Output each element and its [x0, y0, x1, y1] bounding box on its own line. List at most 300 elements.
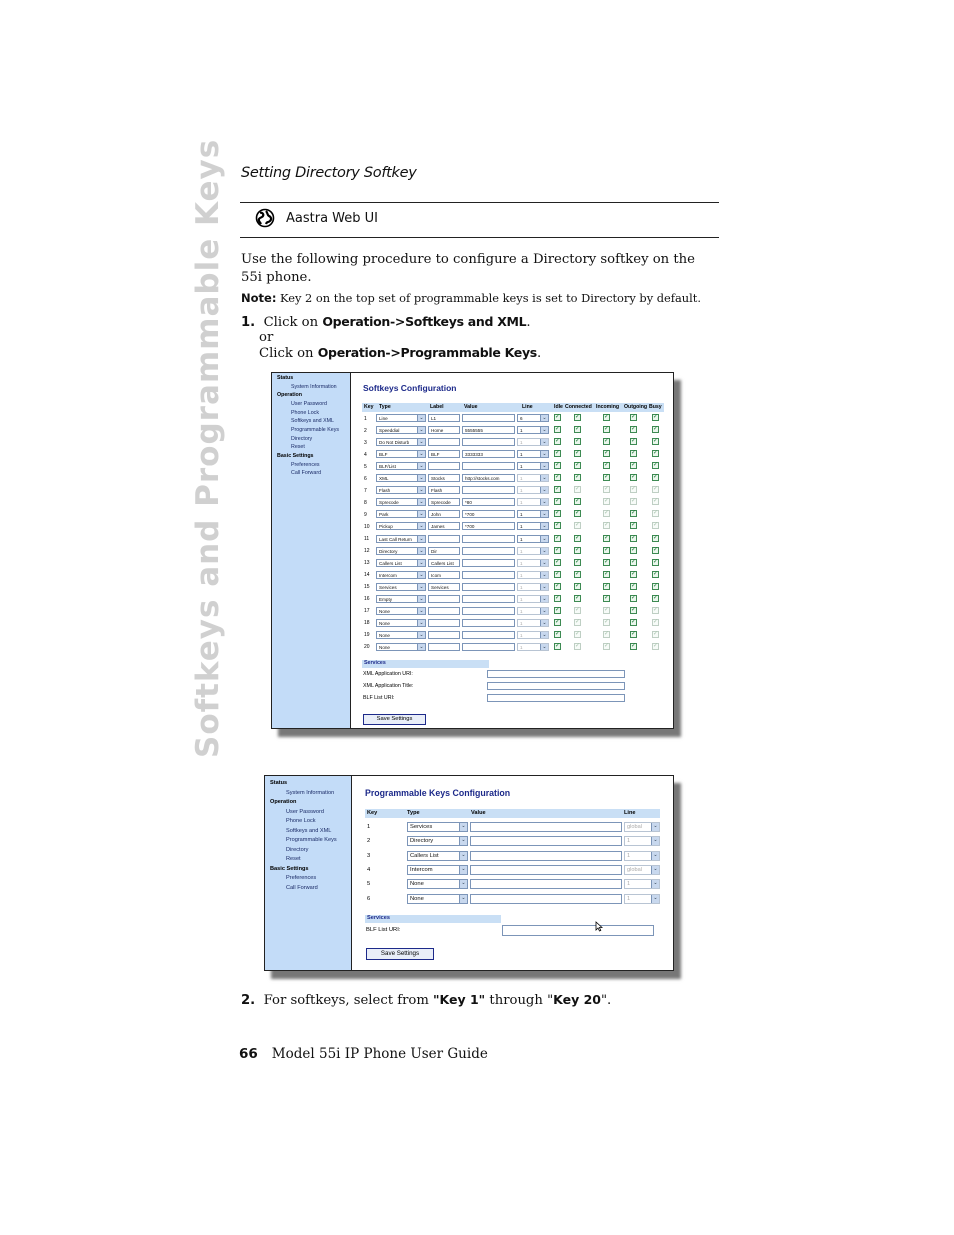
label-input[interactable]: James: [428, 522, 460, 530]
state-checkbox[interactable]: ✓: [653, 630, 659, 637]
chevron-down-icon: ⌄: [540, 560, 548, 566]
state-checkbox[interactable]: ✓: [604, 522, 610, 529]
chevron-down-icon: ⌄: [417, 511, 425, 517]
state-checkbox[interactable]: ✓: [555, 450, 561, 457]
state-checkbox[interactable]: ✓: [555, 570, 561, 577]
softkeys-title: Softkeys Configuration: [363, 383, 457, 393]
value-input[interactable]: [470, 865, 622, 875]
state-checkbox[interactable]: ✓: [631, 606, 637, 613]
state-checkbox[interactable]: ✓: [653, 534, 659, 541]
state-checkbox[interactable]: ✓: [631, 630, 637, 637]
chevron-down-icon: ⌄: [417, 451, 425, 457]
label-input[interactable]: [428, 619, 460, 627]
type-select[interactable]: None ⌄: [376, 631, 426, 639]
key-number: 11: [364, 536, 370, 542]
type-select[interactable]: BLF/List ⌄: [376, 462, 426, 470]
state-checkbox[interactable]: ✓: [653, 558, 659, 565]
state-checkbox[interactable]: ✓: [653, 510, 659, 517]
label-input[interactable]: Services: [428, 583, 460, 591]
type-select[interactable]: XML ⌄: [376, 474, 426, 482]
nav-item-preferences[interactable]: Preferences: [291, 461, 320, 468]
state-checkbox[interactable]: ✓: [653, 474, 659, 481]
type-select[interactable]: Park ⌄: [376, 510, 426, 518]
state-checkbox[interactable]: ✓: [575, 462, 581, 469]
key-number: 1: [367, 824, 371, 830]
state-checkbox[interactable]: ✓: [604, 594, 610, 601]
chevron-down-icon: ⌄: [417, 499, 425, 505]
state-checkbox[interactable]: ✓: [604, 486, 610, 493]
line-select[interactable]: 1 ⌄: [517, 510, 549, 518]
nav-item-operation: Operation: [277, 392, 303, 399]
nav-item-system-information[interactable]: System Information: [286, 789, 335, 796]
state-checkbox[interactable]: ✓: [631, 522, 637, 529]
column-header-key: Key: [367, 810, 378, 816]
type-select[interactable]: Line ⌄: [376, 414, 426, 422]
nav-item-user-password[interactable]: User Password: [286, 808, 324, 815]
value-input[interactable]: [462, 559, 515, 567]
type-select[interactable]: Services ⌄: [376, 583, 426, 591]
progkeys-title: Programmable Keys Configuration: [365, 788, 511, 798]
value-input[interactable]: 5555555: [462, 426, 515, 434]
state-checkbox[interactable]: ✓: [555, 630, 561, 637]
chevron-down-icon: ⌄: [417, 620, 425, 626]
line-select[interactable]: 1 ⌄: [517, 631, 549, 639]
chevron-down-icon: ⌄: [417, 560, 425, 566]
state-checkbox[interactable]: ✓: [555, 582, 561, 589]
divider-top: [240, 202, 719, 203]
state-checkbox[interactable]: ✓: [631, 462, 637, 469]
nav-item-call-forward[interactable]: Call Forward: [286, 884, 318, 891]
chevron-down-icon: ⌄: [651, 880, 659, 888]
state-checkbox[interactable]: ✓: [604, 558, 610, 565]
key-number: 4: [364, 451, 367, 458]
value-input[interactable]: [470, 836, 622, 846]
label-input[interactable]: [428, 595, 460, 603]
label-input[interactable]: BLF: [428, 450, 460, 458]
value-input[interactable]: [462, 462, 515, 470]
value-input[interactable]: [462, 619, 515, 627]
line-select[interactable]: 1 ⌄: [517, 535, 549, 543]
key-number: 7: [364, 487, 367, 494]
state-checkbox[interactable]: ✓: [555, 486, 561, 493]
chevron-down-icon: ⌄: [459, 823, 467, 831]
state-checkbox[interactable]: ✓: [604, 582, 610, 589]
state-checkbox[interactable]: ✓: [555, 606, 561, 613]
line-select[interactable]: 1 ⌄: [517, 607, 549, 615]
state-checkbox[interactable]: ✓: [653, 426, 659, 433]
state-checkbox[interactable]: ✓: [555, 426, 561, 433]
label-input[interactable]: [428, 607, 460, 615]
state-checkbox[interactable]: ✓: [604, 414, 610, 420]
column-header-label: Label: [430, 404, 444, 410]
label-input[interactable]: [428, 462, 460, 470]
key-number: 16: [364, 596, 370, 603]
state-checkbox[interactable]: ✓: [631, 558, 637, 565]
service-field-input[interactable]: [487, 670, 625, 678]
state-checkbox[interactable]: ✓: [575, 642, 581, 649]
key-number: 19: [364, 632, 370, 639]
state-checkbox[interactable]: ✓: [604, 570, 610, 577]
type-select[interactable]: None ⌄: [376, 643, 426, 651]
label-input[interactable]: Home: [428, 426, 460, 434]
value-input[interactable]: [462, 535, 515, 543]
key-number: 13: [364, 560, 370, 567]
key-number: 18: [364, 620, 370, 627]
state-checkbox[interactable]: ✓: [631, 426, 637, 433]
state-checkbox[interactable]: ✓: [575, 486, 581, 493]
nav-item-softkeys-and-xml[interactable]: Softkeys and XML: [291, 418, 334, 425]
state-checkbox[interactable]: ✓: [653, 522, 659, 529]
note-label: Note:: [241, 291, 277, 305]
nav-item-directory[interactable]: Directory: [286, 846, 309, 853]
nav-panel: [265, 776, 352, 970]
state-checkbox[interactable]: ✓: [631, 642, 637, 649]
line-select[interactable]: 1 ⌄: [517, 450, 549, 458]
value-input[interactable]: [462, 643, 515, 651]
column-header-incoming: Incoming: [596, 404, 620, 410]
state-checkbox[interactable]: ✓: [575, 582, 581, 589]
progkeys-screenshot: [264, 775, 674, 971]
state-checkbox[interactable]: ✓: [575, 618, 581, 625]
nav-item-programmable-keys[interactable]: Programmable Keys: [286, 837, 337, 843]
value-input[interactable]: [470, 822, 622, 832]
state-checkbox[interactable]: ✓: [653, 438, 659, 445]
state-checkbox[interactable]: ✓: [653, 606, 659, 613]
label-input[interactable]: Sprecode: [428, 498, 460, 506]
line-select[interactable]: 1 ⌄: [517, 547, 549, 555]
nav-item-preferences[interactable]: Preferences: [286, 875, 317, 881]
service-field-input[interactable]: [487, 694, 625, 702]
mouse-cursor-icon: [595, 921, 603, 932]
state-checkbox[interactable]: ✓: [604, 450, 610, 457]
state-checkbox[interactable]: ✓: [575, 498, 581, 505]
value-input[interactable]: [470, 851, 622, 861]
type-select[interactable]: Flash ⌄: [376, 486, 426, 494]
chevron-down-icon: ⌄: [651, 852, 659, 860]
nav-item-directory[interactable]: Directory: [291, 435, 313, 442]
type-select[interactable]: None ⌄: [407, 894, 468, 904]
state-checkbox[interactable]: ✓: [604, 498, 610, 505]
value-input[interactable]: http://stocks.com: [462, 474, 515, 482]
line-select[interactable]: 1 ⌄: [517, 438, 549, 446]
line-select[interactable]: 1 ⌄: [517, 595, 549, 603]
value-input[interactable]: [462, 414, 515, 422]
key-number: 5: [364, 463, 367, 470]
chevron-down-icon: ⌄: [459, 866, 467, 874]
line-select[interactable]: 1 ⌄: [517, 571, 549, 579]
chevron-down-icon: ⌄: [540, 536, 548, 542]
chevron-down-icon: ⌄: [540, 487, 548, 493]
state-checkbox[interactable]: ✓: [575, 630, 581, 637]
chevron-down-icon: ⌄: [540, 632, 548, 638]
divider-bottom: [240, 237, 719, 238]
label-input[interactable]: Stocks: [428, 474, 460, 482]
value-input[interactable]: [470, 894, 622, 904]
state-checkbox[interactable]: ✓: [604, 462, 610, 469]
line-select[interactable]: 1 ⌄: [517, 522, 549, 530]
column-header-line: Line: [624, 810, 636, 816]
value-input[interactable]: [462, 486, 515, 494]
state-checkbox[interactable]: ✓: [653, 618, 659, 625]
progkeys-header: [365, 809, 660, 818]
step-1: [241, 314, 531, 330]
state-checkbox[interactable]: ✓: [604, 438, 610, 445]
state-checkbox[interactable]: ✓: [604, 630, 610, 637]
state-checkbox[interactable]: ✓: [575, 426, 581, 433]
line-select[interactable]: 1 ⌄: [517, 474, 549, 482]
state-checkbox[interactable]: ✓: [604, 606, 610, 613]
state-checkbox[interactable]: ✓: [653, 462, 659, 469]
state-checkbox[interactable]: ✓: [604, 546, 610, 553]
line-select[interactable]: 1 ⌄: [517, 559, 549, 567]
side-title: Softkeys and Programmable Keys: [190, 138, 226, 758]
state-checkbox[interactable]: ✓: [555, 534, 561, 541]
section-title: Setting Directory Softkey: [241, 165, 417, 181]
label-input[interactable]: Flash: [428, 486, 460, 494]
value-input[interactable]: [462, 571, 515, 579]
label-input[interactable]: [428, 631, 460, 639]
line-select[interactable]: 1 ⌄: [517, 462, 549, 470]
nav-item-reset[interactable]: Reset: [286, 856, 301, 862]
step-2-end: ".: [600, 993, 612, 1008]
blf-list-uri-input[interactable]: [502, 925, 654, 936]
value-input[interactable]: [470, 879, 622, 889]
chevron-down-icon: ⌄: [417, 427, 425, 433]
label-input[interactable]: Dir: [428, 547, 460, 555]
value-input[interactable]: [462, 595, 515, 603]
type-select[interactable]: None ⌄: [376, 619, 426, 627]
chevron-down-icon: ⌄: [459, 837, 467, 845]
value-input[interactable]: *700: [462, 522, 515, 530]
type-select[interactable]: None ⌄: [376, 607, 426, 615]
state-checkbox[interactable]: ✓: [653, 414, 659, 420]
type-select[interactable]: Directory ⌄: [376, 547, 426, 555]
type-select[interactable]: Empty ⌄: [376, 595, 426, 603]
state-checkbox[interactable]: ✓: [575, 522, 581, 529]
step-2-key20: Key 20: [553, 992, 601, 1007]
line-select[interactable]: global ⌄: [624, 865, 660, 875]
state-checkbox[interactable]: ✓: [631, 450, 637, 457]
state-checkbox[interactable]: ✓: [575, 414, 581, 420]
state-checkbox[interactable]: ✓: [631, 474, 637, 481]
nav-item-basic-settings: Basic Settings: [270, 865, 309, 872]
value-input[interactable]: [462, 583, 515, 591]
type-select[interactable]: Services ⌄: [407, 822, 468, 832]
state-checkbox[interactable]: ✓: [555, 546, 561, 553]
type-select[interactable]: Last Call Return ⌄: [376, 535, 426, 543]
state-checkbox[interactable]: ✓: [631, 498, 637, 505]
nav-item-phone-lock[interactable]: Phone Lock: [291, 409, 319, 416]
chevron-down-icon: ⌄: [651, 866, 659, 874]
line-select[interactable]: 1 ⌄: [624, 879, 660, 889]
column-header-idle: Idle: [554, 404, 563, 410]
nav-item-call-forward[interactable]: Call Forward: [291, 470, 322, 477]
state-checkbox[interactable]: ✓: [653, 486, 659, 493]
state-checkbox[interactable]: ✓: [555, 618, 561, 625]
nav-item-operation: Operation: [270, 799, 297, 805]
state-checkbox[interactable]: ✓: [604, 534, 610, 541]
key-number: 8: [364, 499, 367, 506]
state-checkbox[interactable]: ✓: [653, 594, 659, 601]
state-checkbox[interactable]: ✓: [604, 618, 610, 625]
state-checkbox[interactable]: ✓: [653, 642, 659, 649]
state-checkbox[interactable]: ✓: [631, 414, 637, 420]
value-input[interactable]: *80: [462, 498, 515, 506]
chevron-down-icon: ⌄: [540, 475, 548, 481]
value-input[interactable]: [462, 438, 515, 446]
state-checkbox[interactable]: ✓: [631, 546, 637, 553]
type-select[interactable]: Callers List ⌄: [376, 559, 426, 567]
state-checkbox[interactable]: ✓: [555, 462, 561, 469]
type-select[interactable]: Speeddial ⌄: [376, 426, 426, 434]
key-number: 17: [364, 608, 370, 615]
chevron-down-icon: ⌄: [417, 415, 425, 421]
line-select[interactable]: 1 ⌄: [517, 619, 549, 627]
state-checkbox[interactable]: ✓: [604, 474, 610, 481]
nav-item-programmable-keys[interactable]: Programmable Keys: [291, 426, 339, 433]
value-input[interactable]: [462, 631, 515, 639]
state-checkbox[interactable]: ✓: [631, 594, 637, 601]
line-select[interactable]: 1 ⌄: [517, 643, 549, 651]
step-2-number: 2.: [241, 993, 256, 1008]
label-input[interactable]: [428, 643, 460, 651]
nav-item-phone-lock[interactable]: Phone Lock: [286, 818, 316, 824]
label-input[interactable]: L1: [428, 414, 460, 422]
nav-item-reset[interactable]: Reset: [291, 444, 305, 451]
line-select[interactable]: 1 ⌄: [517, 486, 549, 494]
chevron-down-icon: ⌄: [417, 487, 425, 493]
label-input[interactable]: Callers List: [428, 559, 460, 567]
type-select[interactable]: Directory ⌄: [407, 836, 468, 846]
type-select[interactable]: Intercom ⌄: [407, 865, 468, 875]
intro-paragraph: Use the following procedure to configure a Directory softkey on the 55i phone.: [241, 252, 695, 285]
line-select[interactable]: 1 ⌄: [624, 894, 660, 904]
line-select[interactable]: 6 ⌄: [517, 414, 549, 422]
state-checkbox[interactable]: ✓: [575, 546, 581, 553]
state-checkbox[interactable]: ✓: [631, 582, 637, 589]
state-checkbox[interactable]: ✓: [653, 546, 659, 553]
chevron-down-icon: ⌄: [651, 823, 659, 831]
state-checkbox[interactable]: ✓: [575, 450, 581, 457]
state-checkbox[interactable]: ✓: [575, 474, 581, 481]
state-checkbox[interactable]: ✓: [575, 570, 581, 577]
chevron-down-icon: ⌄: [459, 880, 467, 888]
state-checkbox[interactable]: ✓: [555, 414, 561, 420]
state-checkbox[interactable]: ✓: [653, 450, 659, 457]
label-input[interactable]: John: [428, 510, 460, 518]
state-checkbox[interactable]: ✓: [631, 486, 637, 493]
state-checkbox[interactable]: ✓: [604, 642, 610, 649]
label-input[interactable]: [428, 535, 460, 543]
state-checkbox[interactable]: ✓: [555, 474, 561, 481]
type-select[interactable]: Do Not Disturb ⌄: [376, 438, 426, 446]
label-input[interactable]: [428, 438, 460, 446]
chevron-down-icon: ⌄: [459, 852, 467, 860]
chevron-down-icon: ⌄: [417, 584, 425, 590]
state-checkbox[interactable]: ✓: [631, 618, 637, 625]
state-checkbox[interactable]: ✓: [631, 438, 637, 445]
state-checkbox[interactable]: ✓: [555, 438, 561, 445]
page-footer: [239, 1046, 488, 1062]
state-checkbox[interactable]: ✓: [653, 582, 659, 589]
save-settings-button[interactable]: Save Settings: [366, 948, 434, 960]
chevron-down-icon: ⌄: [417, 548, 425, 554]
state-checkbox[interactable]: ✓: [575, 594, 581, 601]
type-select[interactable]: Pickup ⌄: [376, 522, 426, 530]
line-select[interactable]: 1 ⌄: [517, 583, 549, 591]
value-input[interactable]: *700: [462, 510, 515, 518]
line-select[interactable]: 1 ⌄: [624, 851, 660, 861]
nav-item-system-information[interactable]: System Information: [291, 383, 337, 390]
state-checkbox[interactable]: ✓: [575, 510, 581, 517]
state-checkbox[interactable]: ✓: [555, 594, 561, 601]
service-field-input[interactable]: [487, 682, 625, 690]
state-checkbox[interactable]: ✓: [555, 498, 561, 505]
key-number: 20: [364, 644, 370, 651]
state-checkbox[interactable]: ✓: [575, 558, 581, 565]
state-checkbox[interactable]: ✓: [653, 570, 659, 577]
state-checkbox[interactable]: ✓: [555, 522, 561, 529]
value-input[interactable]: 3333333: [462, 450, 515, 458]
chevron-down-icon: ⌄: [417, 523, 425, 529]
step-2-through: through ": [489, 993, 554, 1008]
state-checkbox[interactable]: ✓: [604, 510, 610, 517]
state-checkbox[interactable]: ✓: [575, 438, 581, 445]
key-number: 9: [364, 511, 367, 518]
state-checkbox[interactable]: ✓: [631, 510, 637, 517]
column-header-type: Type: [407, 810, 420, 816]
line-select[interactable]: 1 ⌄: [517, 498, 549, 506]
save-settings-button[interactable]: Save Settings: [363, 714, 426, 725]
column-header-line: Line: [522, 404, 533, 410]
nav-item-user-password[interactable]: User Password: [291, 400, 327, 407]
line-select[interactable]: 1 ⌄: [517, 426, 549, 434]
page-number: 66: [239, 1046, 258, 1062]
state-checkbox[interactable]: ✓: [575, 534, 581, 541]
value-input[interactable]: [462, 547, 515, 555]
state-checkbox[interactable]: ✓: [631, 534, 637, 541]
key-number: 2: [364, 427, 367, 434]
type-select[interactable]: Intercom ⌄: [376, 571, 426, 579]
key-number: 10: [364, 523, 370, 530]
services-heading: Services: [365, 915, 501, 923]
key-number: 4: [367, 866, 371, 873]
type-select[interactable]: Sprecode ⌄: [376, 498, 426, 506]
state-checkbox[interactable]: ✓: [653, 498, 659, 505]
chevron-down-icon: ⌄: [540, 511, 548, 517]
type-select[interactable]: None ⌄: [407, 879, 468, 889]
state-checkbox[interactable]: ✓: [631, 570, 637, 577]
key-number: 3: [367, 852, 371, 859]
chevron-down-icon: ⌄: [459, 895, 467, 903]
chevron-down-icon: ⌄: [540, 644, 548, 650]
state-checkbox[interactable]: ✓: [575, 606, 581, 613]
nav-item-softkeys-and-xml[interactable]: Softkeys and XML: [286, 827, 332, 834]
step-1-alt-period: .: [536, 346, 542, 361]
label-input[interactable]: Icom: [428, 571, 460, 579]
state-checkbox[interactable]: ✓: [604, 426, 610, 433]
line-select[interactable]: global ⌄: [624, 822, 660, 832]
key-number: 6: [364, 475, 367, 482]
type-select[interactable]: BLF ⌄: [376, 450, 426, 458]
state-checkbox[interactable]: ✓: [555, 558, 561, 565]
value-input[interactable]: [462, 607, 515, 615]
line-select[interactable]: 1 ⌄: [624, 836, 660, 846]
state-checkbox[interactable]: ✓: [555, 510, 561, 517]
chevron-down-icon: ⌄: [540, 499, 548, 505]
state-checkbox[interactable]: ✓: [555, 642, 561, 649]
type-select[interactable]: Callers List ⌄: [407, 851, 468, 861]
